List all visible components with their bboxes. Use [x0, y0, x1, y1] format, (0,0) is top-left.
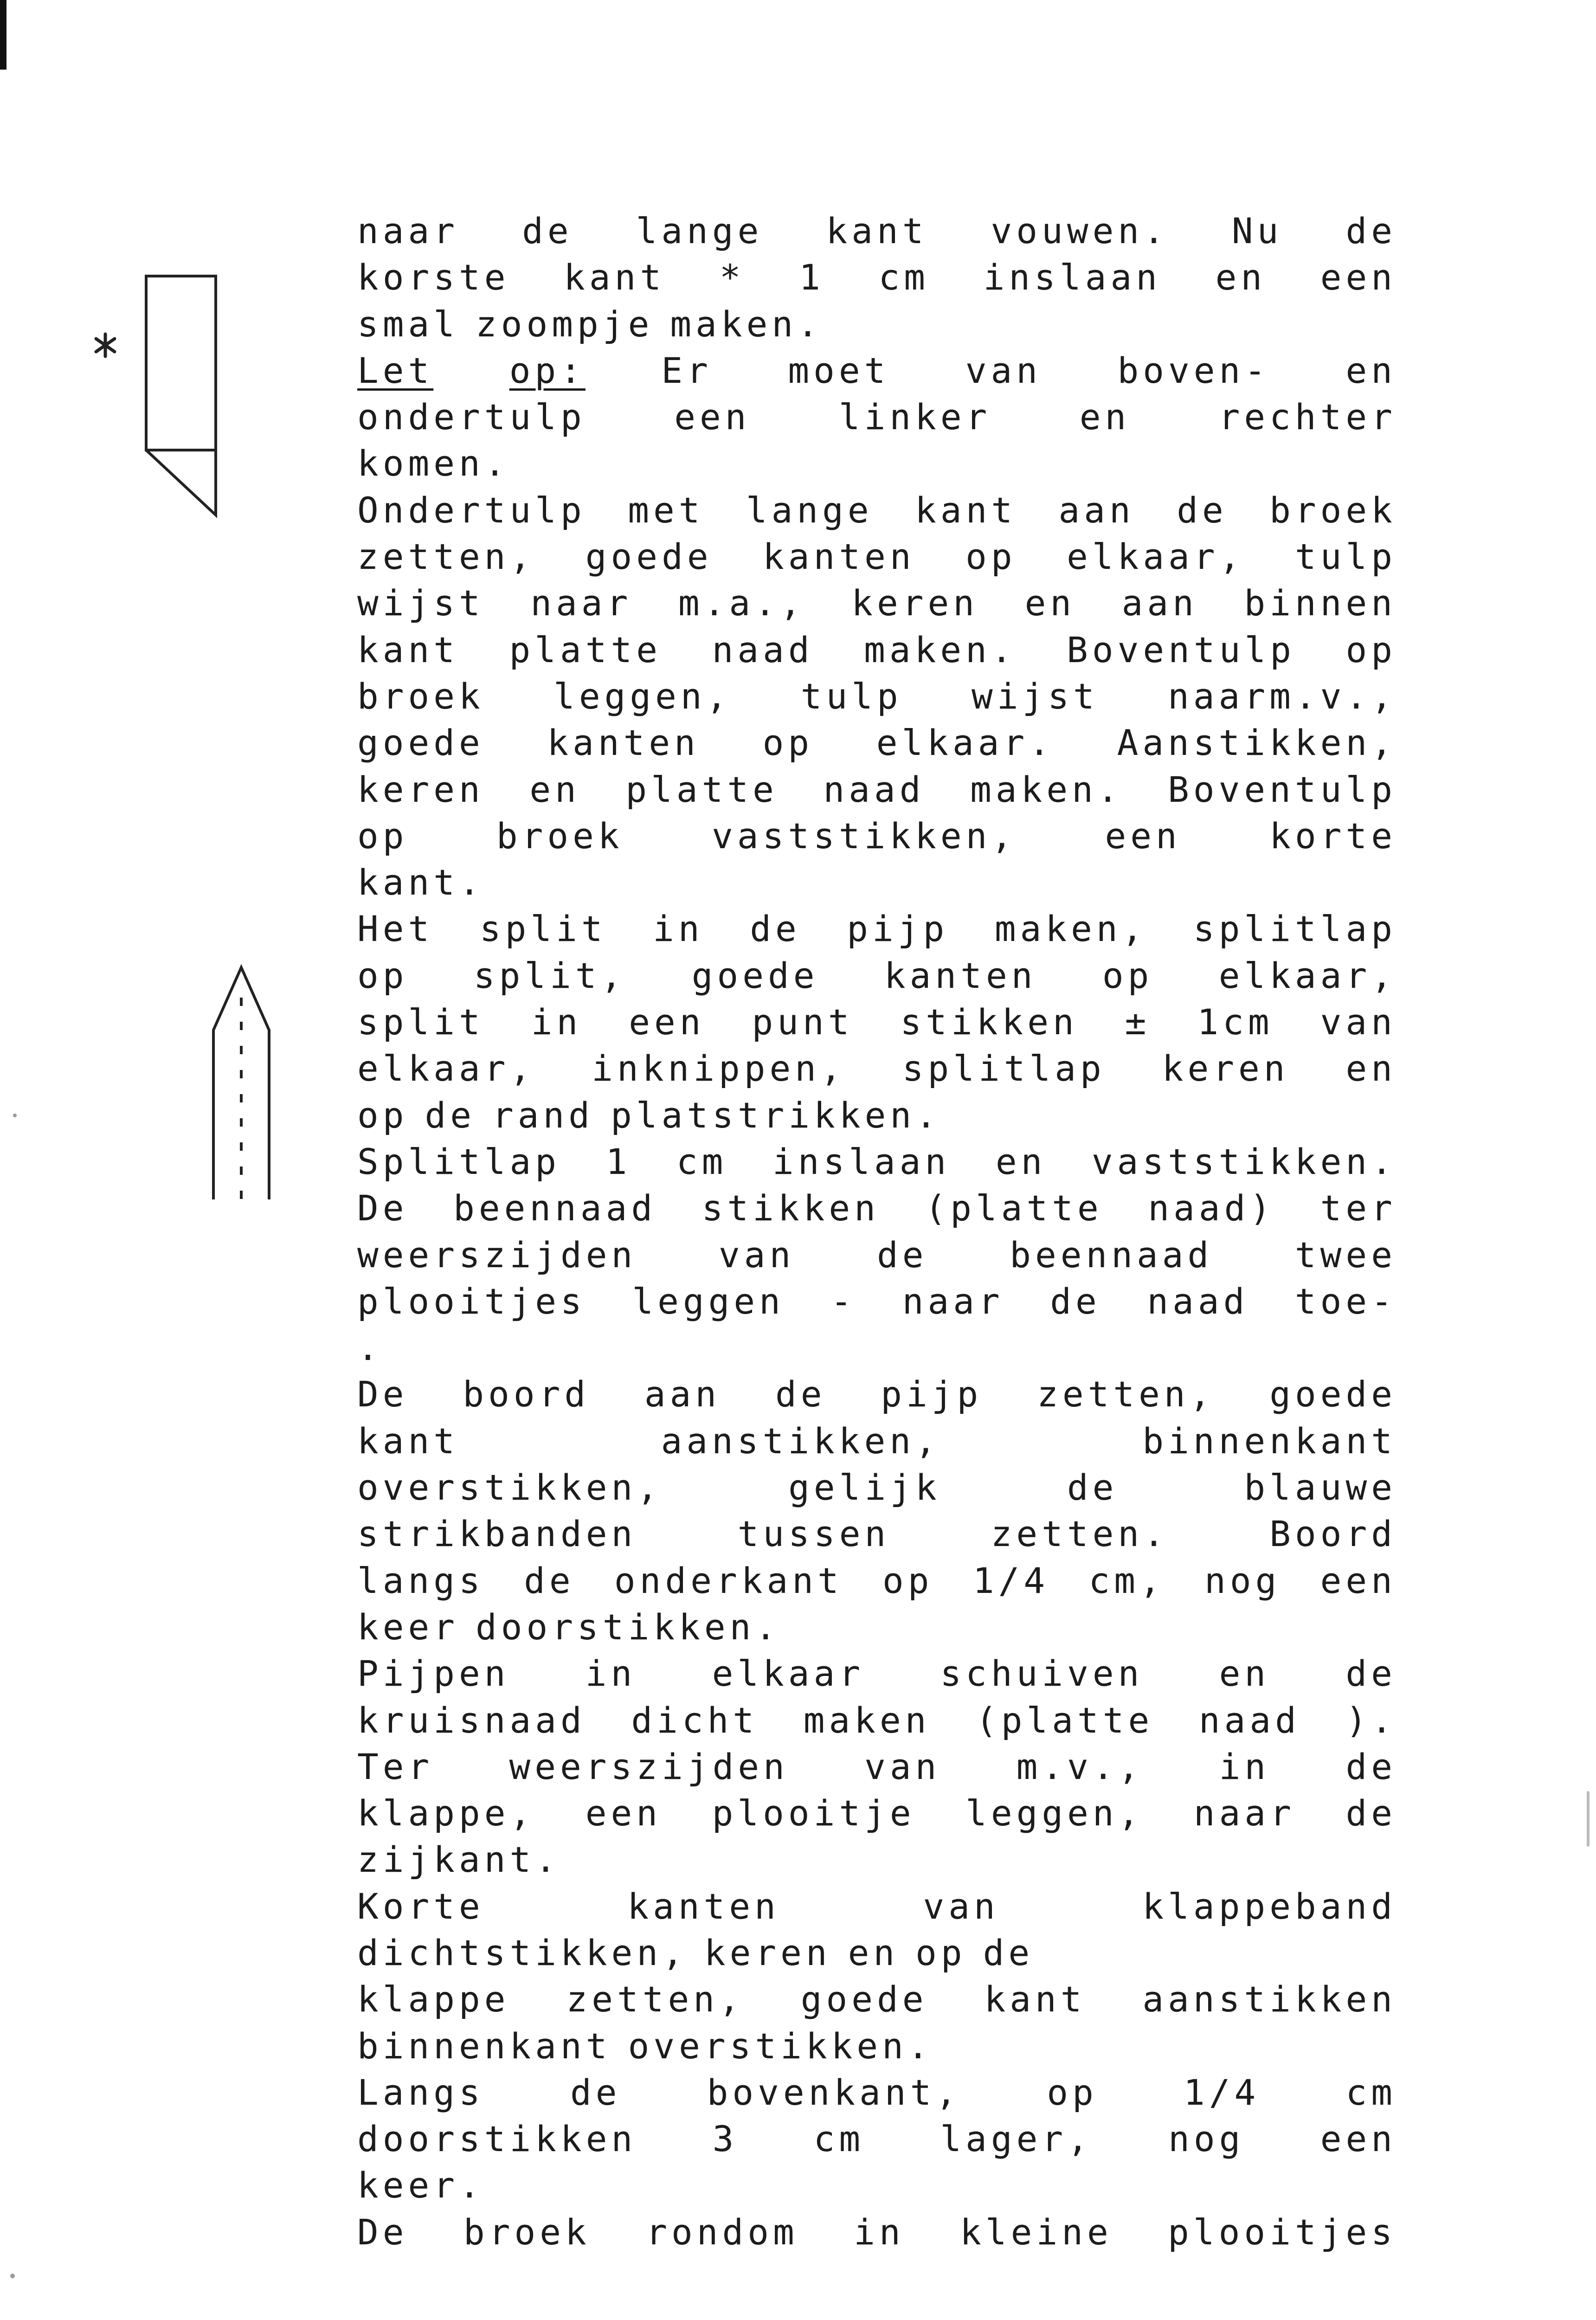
word: de	[1067, 1467, 1118, 1508]
word: naad	[1198, 1699, 1300, 1741]
text-line	[357, 2023, 1396, 2069]
word: op	[357, 815, 408, 857]
text-line	[357, 1837, 1396, 1883]
word: zetten,	[1037, 1373, 1215, 1415]
word: doorstikken	[357, 2118, 637, 2160]
text-line	[357, 720, 1396, 766]
word: schuiven	[940, 1653, 1144, 1695]
word: van	[1320, 1001, 1396, 1043]
word: bovenkant,	[707, 2071, 961, 2113]
word: cm	[878, 257, 930, 298]
word: Het	[357, 908, 434, 950]
text-line	[357, 813, 1396, 859]
word: naad	[712, 629, 814, 670]
word: overstikken.	[628, 2025, 933, 2067]
word: beennaad	[453, 1187, 657, 1229]
word: broek	[1269, 489, 1396, 531]
word: korte	[1269, 815, 1396, 857]
word: Langs	[357, 2071, 484, 2113]
word: de	[1345, 210, 1396, 251]
word: 1/4	[972, 1560, 1049, 1601]
word: goede	[585, 536, 713, 578]
word: de	[524, 1560, 575, 1601]
split-pointed-placket-sketch	[204, 960, 278, 1202]
word: cm	[1345, 2071, 1396, 2113]
word: in	[1219, 1746, 1270, 1787]
word: aan	[1121, 582, 1198, 624]
word: maken,	[994, 908, 1147, 950]
text-line	[357, 1092, 1396, 1139]
word: zetten,	[566, 1978, 744, 2020]
word: goede	[357, 722, 484, 764]
word: Aanstikken,	[1117, 722, 1396, 764]
text-line	[357, 1418, 1396, 1464]
word: keren	[1162, 1048, 1289, 1089]
word: 1	[605, 1141, 631, 1182]
text-line	[357, 953, 1396, 999]
text-line	[357, 1371, 1396, 1418]
text-line	[357, 394, 1396, 440]
word: leggen,	[553, 675, 732, 717]
word: boord	[463, 1373, 590, 1415]
word: doorstikken.	[476, 1606, 781, 1648]
word: de	[570, 2071, 621, 2113]
text-line	[357, 534, 1396, 580]
word: linker	[838, 396, 991, 438]
word: van	[864, 1746, 941, 1787]
word: cm	[813, 2118, 865, 2160]
word: binnenkant	[357, 2025, 611, 2067]
word: kanten	[884, 954, 1037, 996]
word: de	[425, 1094, 476, 1136]
word: Ondertulp	[357, 489, 586, 531]
word: tulp	[1294, 536, 1396, 578]
word: naar	[1193, 1792, 1295, 1834]
word: elkaar,	[1067, 536, 1245, 578]
word: elkaar,	[1218, 954, 1396, 996]
text-line	[357, 2162, 1396, 2209]
text-line	[357, 999, 1396, 1045]
word: pijp	[881, 1373, 983, 1415]
word: toe-	[1294, 1280, 1396, 1322]
word: maken.	[970, 768, 1123, 810]
text-line	[357, 1464, 1396, 1511]
text-line	[357, 1139, 1396, 1185]
word: op	[357, 1094, 408, 1136]
word: kruisnaad	[357, 1699, 586, 1741]
word: de	[775, 1373, 826, 1415]
word: Er	[661, 349, 712, 391]
word: klappe	[357, 1978, 510, 2020]
word: een	[674, 396, 751, 438]
word: m.a.,	[678, 582, 805, 624]
word: strikbanden	[357, 1513, 637, 1555]
word: vaststikken.	[1091, 1141, 1396, 1182]
word: split,	[473, 954, 626, 996]
word: goede	[1269, 1373, 1396, 1415]
text-line	[357, 1045, 1396, 1092]
word: langs	[357, 1560, 484, 1601]
text-line	[357, 487, 1396, 534]
word: keren	[851, 582, 979, 624]
scan-speck	[10, 2274, 15, 2278]
word: een	[1105, 815, 1181, 857]
text-line	[357, 1650, 1396, 1697]
word: split	[357, 1001, 484, 1043]
word: dicht	[631, 1699, 759, 1741]
word: elkaar.	[876, 722, 1055, 764]
word: Ter	[357, 1746, 434, 1787]
word: maken.	[864, 629, 1017, 670]
word: Splitlap	[357, 1141, 561, 1182]
word: aan	[1058, 489, 1135, 531]
text-line	[357, 627, 1396, 673]
word: Let	[357, 349, 434, 391]
word: en	[1345, 349, 1396, 391]
word: plooitjes	[1168, 2211, 1396, 2253]
word: naarm.v.,	[1168, 675, 1396, 717]
word: kanten	[763, 536, 915, 578]
word: stikken	[701, 1187, 880, 1229]
text-line	[357, 767, 1396, 813]
text-line	[357, 1558, 1396, 1604]
word: cm	[676, 1141, 727, 1182]
text-line	[357, 1744, 1396, 1790]
word: blauwe	[1244, 1467, 1396, 1508]
word: de	[1345, 1746, 1396, 1787]
word: ter	[1320, 1187, 1396, 1229]
word: op	[882, 1560, 933, 1601]
word: zijkant.	[357, 1839, 561, 1881]
word: beennaad	[1010, 1234, 1213, 1276]
word: lager,	[940, 2118, 1093, 2160]
word: kanten	[547, 722, 700, 764]
text-line	[357, 348, 1396, 394]
word: aanstikken,	[661, 1420, 940, 1462]
word: weerszijden	[357, 1234, 637, 1276]
word: naar	[902, 1280, 1004, 1322]
word: en	[529, 768, 580, 810]
word: smal	[357, 303, 459, 345]
word: keer.	[357, 2165, 484, 2206]
text-line	[357, 301, 1396, 348]
text-line	[357, 1790, 1396, 1837]
text-line	[357, 673, 1396, 720]
word: en	[1215, 257, 1267, 298]
word: vouwen.	[991, 210, 1169, 251]
text-line	[357, 1604, 1396, 1650]
word: gelijk	[788, 1467, 941, 1508]
word: dichtstikken,	[357, 1932, 688, 1973]
word: op	[762, 722, 814, 764]
scan-speck	[13, 1114, 17, 1117]
word: goede	[691, 954, 819, 996]
word: en	[1219, 1653, 1270, 1695]
instruction-text	[357, 208, 1396, 2256]
word: en	[1024, 582, 1076, 624]
word: naar	[530, 582, 632, 624]
word: van	[965, 349, 1042, 391]
word: *	[719, 257, 745, 298]
word: de	[983, 1932, 1034, 1973]
word: lange	[636, 210, 763, 251]
text-line	[357, 208, 1396, 254]
word: aan	[644, 1373, 721, 1415]
word: -	[830, 1280, 856, 1322]
word: de	[522, 210, 573, 251]
word: de	[1050, 1280, 1101, 1322]
word: moet	[788, 349, 890, 391]
text-line	[357, 440, 1396, 487]
word: rondom	[646, 2211, 798, 2253]
word: van	[719, 1234, 795, 1276]
text-line	[357, 1883, 1396, 1930]
word: Nu	[1231, 210, 1283, 251]
word: elkaar	[712, 1653, 865, 1695]
word: broek	[357, 675, 484, 717]
word: kant	[357, 629, 459, 670]
word: splitlap	[902, 1048, 1106, 1089]
word: 1cm	[1197, 1001, 1274, 1043]
word: een	[1320, 2118, 1396, 2160]
word: plooitjes	[357, 1280, 586, 1322]
word: broek	[463, 2211, 591, 2253]
word: met	[628, 489, 704, 531]
word: de	[1345, 1653, 1396, 1695]
text-line	[357, 859, 1396, 906]
text-line	[357, 1930, 1396, 1976]
word: punt	[752, 1001, 854, 1043]
word: ±	[1125, 1001, 1151, 1043]
word: een	[585, 1792, 662, 1834]
word: de	[876, 1234, 928, 1276]
text-line	[357, 580, 1396, 626]
word: de	[750, 908, 801, 950]
word: inknippen,	[592, 1048, 846, 1089]
word: maken.	[670, 303, 823, 345]
word: rechter	[1218, 396, 1396, 438]
word: in	[653, 908, 704, 950]
text-line	[357, 1697, 1396, 1744]
word: een	[629, 1001, 705, 1043]
scan-edge-mark	[0, 0, 6, 70]
word: m.v.,	[1016, 1746, 1144, 1787]
word: platstrikken.	[611, 1094, 941, 1136]
word: pijp	[847, 908, 949, 950]
word: inslaan	[772, 1141, 951, 1182]
word: in	[854, 2211, 905, 2253]
word: de	[1345, 1792, 1396, 1834]
word: Korte	[357, 1885, 484, 1927]
word: cm,	[1088, 1560, 1165, 1601]
word: leggen	[632, 1280, 785, 1322]
text-line	[357, 254, 1396, 301]
word: tussen	[737, 1513, 890, 1555]
word: op	[915, 1932, 966, 1973]
word: broek	[496, 815, 624, 857]
word: aanstikken	[1142, 1978, 1396, 2020]
word: platte	[625, 768, 778, 810]
word: op	[1047, 2071, 1098, 2113]
word: klappeband	[1142, 1885, 1396, 1927]
word: naad)	[1148, 1187, 1275, 1229]
word: wijst	[972, 675, 1099, 717]
text-line	[357, 2209, 1396, 2256]
text-line	[357, 906, 1396, 952]
text-line	[357, 1976, 1396, 2023]
text-line	[357, 1232, 1396, 1278]
word: op	[965, 536, 1017, 578]
word: naad	[823, 768, 925, 810]
word: vaststikken,	[712, 815, 1017, 857]
word: kant.	[357, 862, 484, 903]
folded-strip-sketch	[90, 274, 230, 520]
word: tulp	[800, 675, 902, 717]
word: .	[357, 1327, 383, 1369]
word: op	[1345, 629, 1396, 670]
text-line	[357, 2069, 1396, 2116]
word: op	[357, 954, 408, 996]
word: binnenkant	[1142, 1420, 1396, 1462]
word: 3	[712, 2118, 738, 2160]
text-line	[357, 1325, 1396, 1371]
word: van	[923, 1885, 999, 1927]
word: stikken	[900, 1001, 1078, 1043]
word: korste	[357, 257, 510, 298]
text-line	[357, 2116, 1396, 2162]
word: Pijpen	[357, 1653, 510, 1695]
word: de	[1177, 489, 1228, 531]
word: zetten,	[357, 536, 535, 578]
word: kleine	[960, 2211, 1113, 2253]
asterisk-icon	[96, 334, 115, 356]
word: kant	[826, 210, 928, 251]
word: onderkant	[614, 1560, 843, 1601]
word: plooitje	[712, 1792, 915, 1834]
word: kanten	[627, 1885, 780, 1927]
word: boven-	[1117, 349, 1270, 391]
word: kant	[564, 257, 666, 298]
word: rand	[492, 1094, 594, 1136]
word: nog	[1204, 1560, 1281, 1601]
word: keren	[704, 1932, 831, 1973]
word: een	[1320, 1560, 1396, 1601]
word: lange	[746, 489, 873, 531]
text-line	[357, 1278, 1396, 1325]
word: binnen	[1244, 582, 1396, 624]
word: in	[531, 1001, 582, 1043]
word: twee	[1294, 1234, 1396, 1276]
word: in	[585, 1653, 637, 1695]
text-line	[357, 1511, 1396, 1557]
word: inslaan	[983, 257, 1161, 298]
word: maken	[803, 1699, 931, 1741]
word: naad	[1147, 1280, 1249, 1322]
word: weerszijden	[509, 1746, 789, 1787]
word: keren	[357, 768, 484, 810]
word: overstikken,	[357, 1467, 663, 1508]
word: (platte	[976, 1699, 1154, 1741]
word: De	[357, 1373, 408, 1415]
word: kant	[357, 1420, 459, 1462]
word: splitlap	[1193, 908, 1396, 950]
word: zoompje	[476, 303, 654, 345]
word: Boord	[1269, 1513, 1396, 1555]
word: elkaar,	[357, 1048, 535, 1089]
word: naar	[357, 210, 459, 251]
word: keer	[357, 1606, 459, 1648]
word: (platte	[925, 1187, 1103, 1229]
word: nog	[1168, 2118, 1245, 2160]
word: 1	[799, 257, 824, 298]
word: De	[357, 1187, 408, 1229]
scan-speck	[1587, 1791, 1590, 1847]
word: kant	[984, 1978, 1086, 2020]
word: en	[1345, 1048, 1396, 1089]
word: en	[848, 1932, 899, 1973]
word: klappe,	[357, 1792, 535, 1834]
word: 1/4	[1184, 2071, 1260, 2113]
word: kant	[915, 489, 1017, 531]
word: split	[479, 908, 607, 950]
word: en	[995, 1141, 1047, 1182]
text-line	[357, 1185, 1396, 1231]
word: op:	[509, 349, 586, 391]
word: leggen,	[965, 1792, 1144, 1834]
word: De	[357, 2211, 408, 2253]
word: Boventulp	[1168, 768, 1396, 810]
word: komen.	[357, 443, 510, 484]
word: zetten.	[991, 1513, 1169, 1555]
word: platte	[509, 629, 662, 670]
word: goede	[800, 1978, 928, 2020]
word: en	[1079, 396, 1131, 438]
word: op	[1102, 954, 1153, 996]
word: ondertulp	[357, 396, 586, 438]
word: een	[1320, 257, 1396, 298]
word: wijst	[357, 582, 484, 624]
word: Boventulp	[1067, 629, 1295, 670]
word: ).	[1345, 1699, 1396, 1741]
